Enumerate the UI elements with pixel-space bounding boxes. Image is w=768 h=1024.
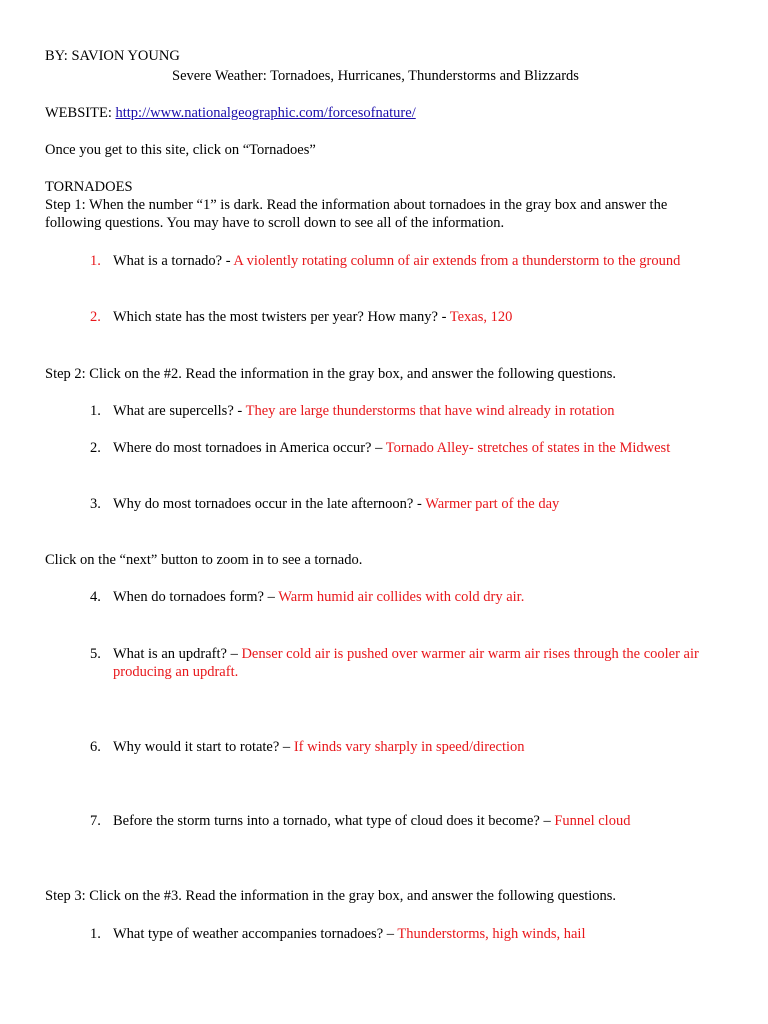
question-text <box>113 439 670 457</box>
answer-text: Warm humid air collides with cold dry air. <box>278 589 525 605</box>
answer-text: Thunderstorms, high winds, hail <box>397 926 586 942</box>
answer-text: Tornado Alley- stretches of states in the Midwest <box>385 440 671 456</box>
question-number: 6. <box>90 739 101 755</box>
step3-instructions: Step 3: Click on the #3. Read the information in the gray box, and answer the following questions. <box>45 888 617 904</box>
question-text <box>113 588 524 606</box>
section-heading: TORNADOES <box>45 179 133 195</box>
answer-text: A violently rotating column of air extends from a thunderstorm to the ground <box>233 253 681 269</box>
question-prompt: What is a tornado? - <box>113 253 234 269</box>
question-number: 3. <box>90 496 101 512</box>
answer-text: Texas, 120 <box>449 309 513 325</box>
question-number: 5. <box>90 646 101 662</box>
intro-text: Once you get to this site, click on “Tornadoes” <box>45 142 316 158</box>
author-line: BY: SAVION YOUNG <box>45 48 180 64</box>
question-text <box>113 925 585 943</box>
website-label: WEBSITE: <box>45 105 116 121</box>
question-prompt: Which state has the most twisters per year? How many? - <box>113 309 450 325</box>
question-prompt: What is an updraft? – <box>113 646 242 662</box>
question-text <box>113 308 512 326</box>
document-title: Severe Weather: Tornadoes, Hurricanes, Thunderstorms and Blizzards <box>172 68 579 84</box>
question-number: 1. <box>90 403 101 419</box>
question-text <box>113 738 525 756</box>
question-number: 7. <box>90 813 101 829</box>
answer-text: Denser cold air is pushed over warmer air warm air rises through the cooler air <box>241 646 699 662</box>
step1-instructions-line1: Step 1: When the number “1” is dark. Read the information about tornadoes in the gray box and answer the <box>45 197 668 213</box>
question-text <box>113 812 630 830</box>
question-text <box>113 402 615 420</box>
question-text <box>113 645 699 663</box>
question-number: 1. <box>90 926 101 942</box>
question-number: 2. <box>90 309 101 325</box>
question-prompt: When do tornadoes form? – <box>113 589 279 605</box>
question-number: 4. <box>90 589 101 605</box>
question-prompt: What are supercells? - <box>113 403 246 419</box>
question-number: 2. <box>90 440 101 456</box>
question-text <box>113 495 559 513</box>
answer-text: They are large thunderstorms that have wind already in rotation <box>245 403 615 419</box>
question-prompt: Before the storm turns into a tornado, what type of cloud does it become? – <box>113 813 555 829</box>
website-link[interactable]: http://www.nationalgeographic.com/forcesofnature/ <box>115 105 416 121</box>
question-prompt: Where do most tornadoes in America occur? – <box>113 440 386 456</box>
step1-instructions-line2: following questions. You may have to scroll down to see all of the information. <box>45 215 505 231</box>
question-prompt: What type of weather accompanies tornadoes? – <box>113 926 398 942</box>
answer-text-continued: producing an updraft. <box>113 664 239 680</box>
answer-text: If winds vary sharply in speed/direction <box>293 739 525 755</box>
answer-text: Warmer part of the day <box>425 496 560 512</box>
step2-instructions: Step 2: Click on the #2. Read the information in the gray box, and answer the following questions. <box>45 366 617 382</box>
question-number: 1. <box>90 253 101 269</box>
website-line <box>45 104 416 122</box>
zoom-instructions: Click on the “next” button to zoom in to see a tornado. <box>45 552 363 568</box>
question-text <box>113 252 680 270</box>
answer-text: Funnel cloud <box>554 813 631 829</box>
question-prompt: Why do most tornadoes occur in the late afternoon? - <box>113 496 426 512</box>
question-prompt: Why would it start to rotate? – <box>113 739 294 755</box>
